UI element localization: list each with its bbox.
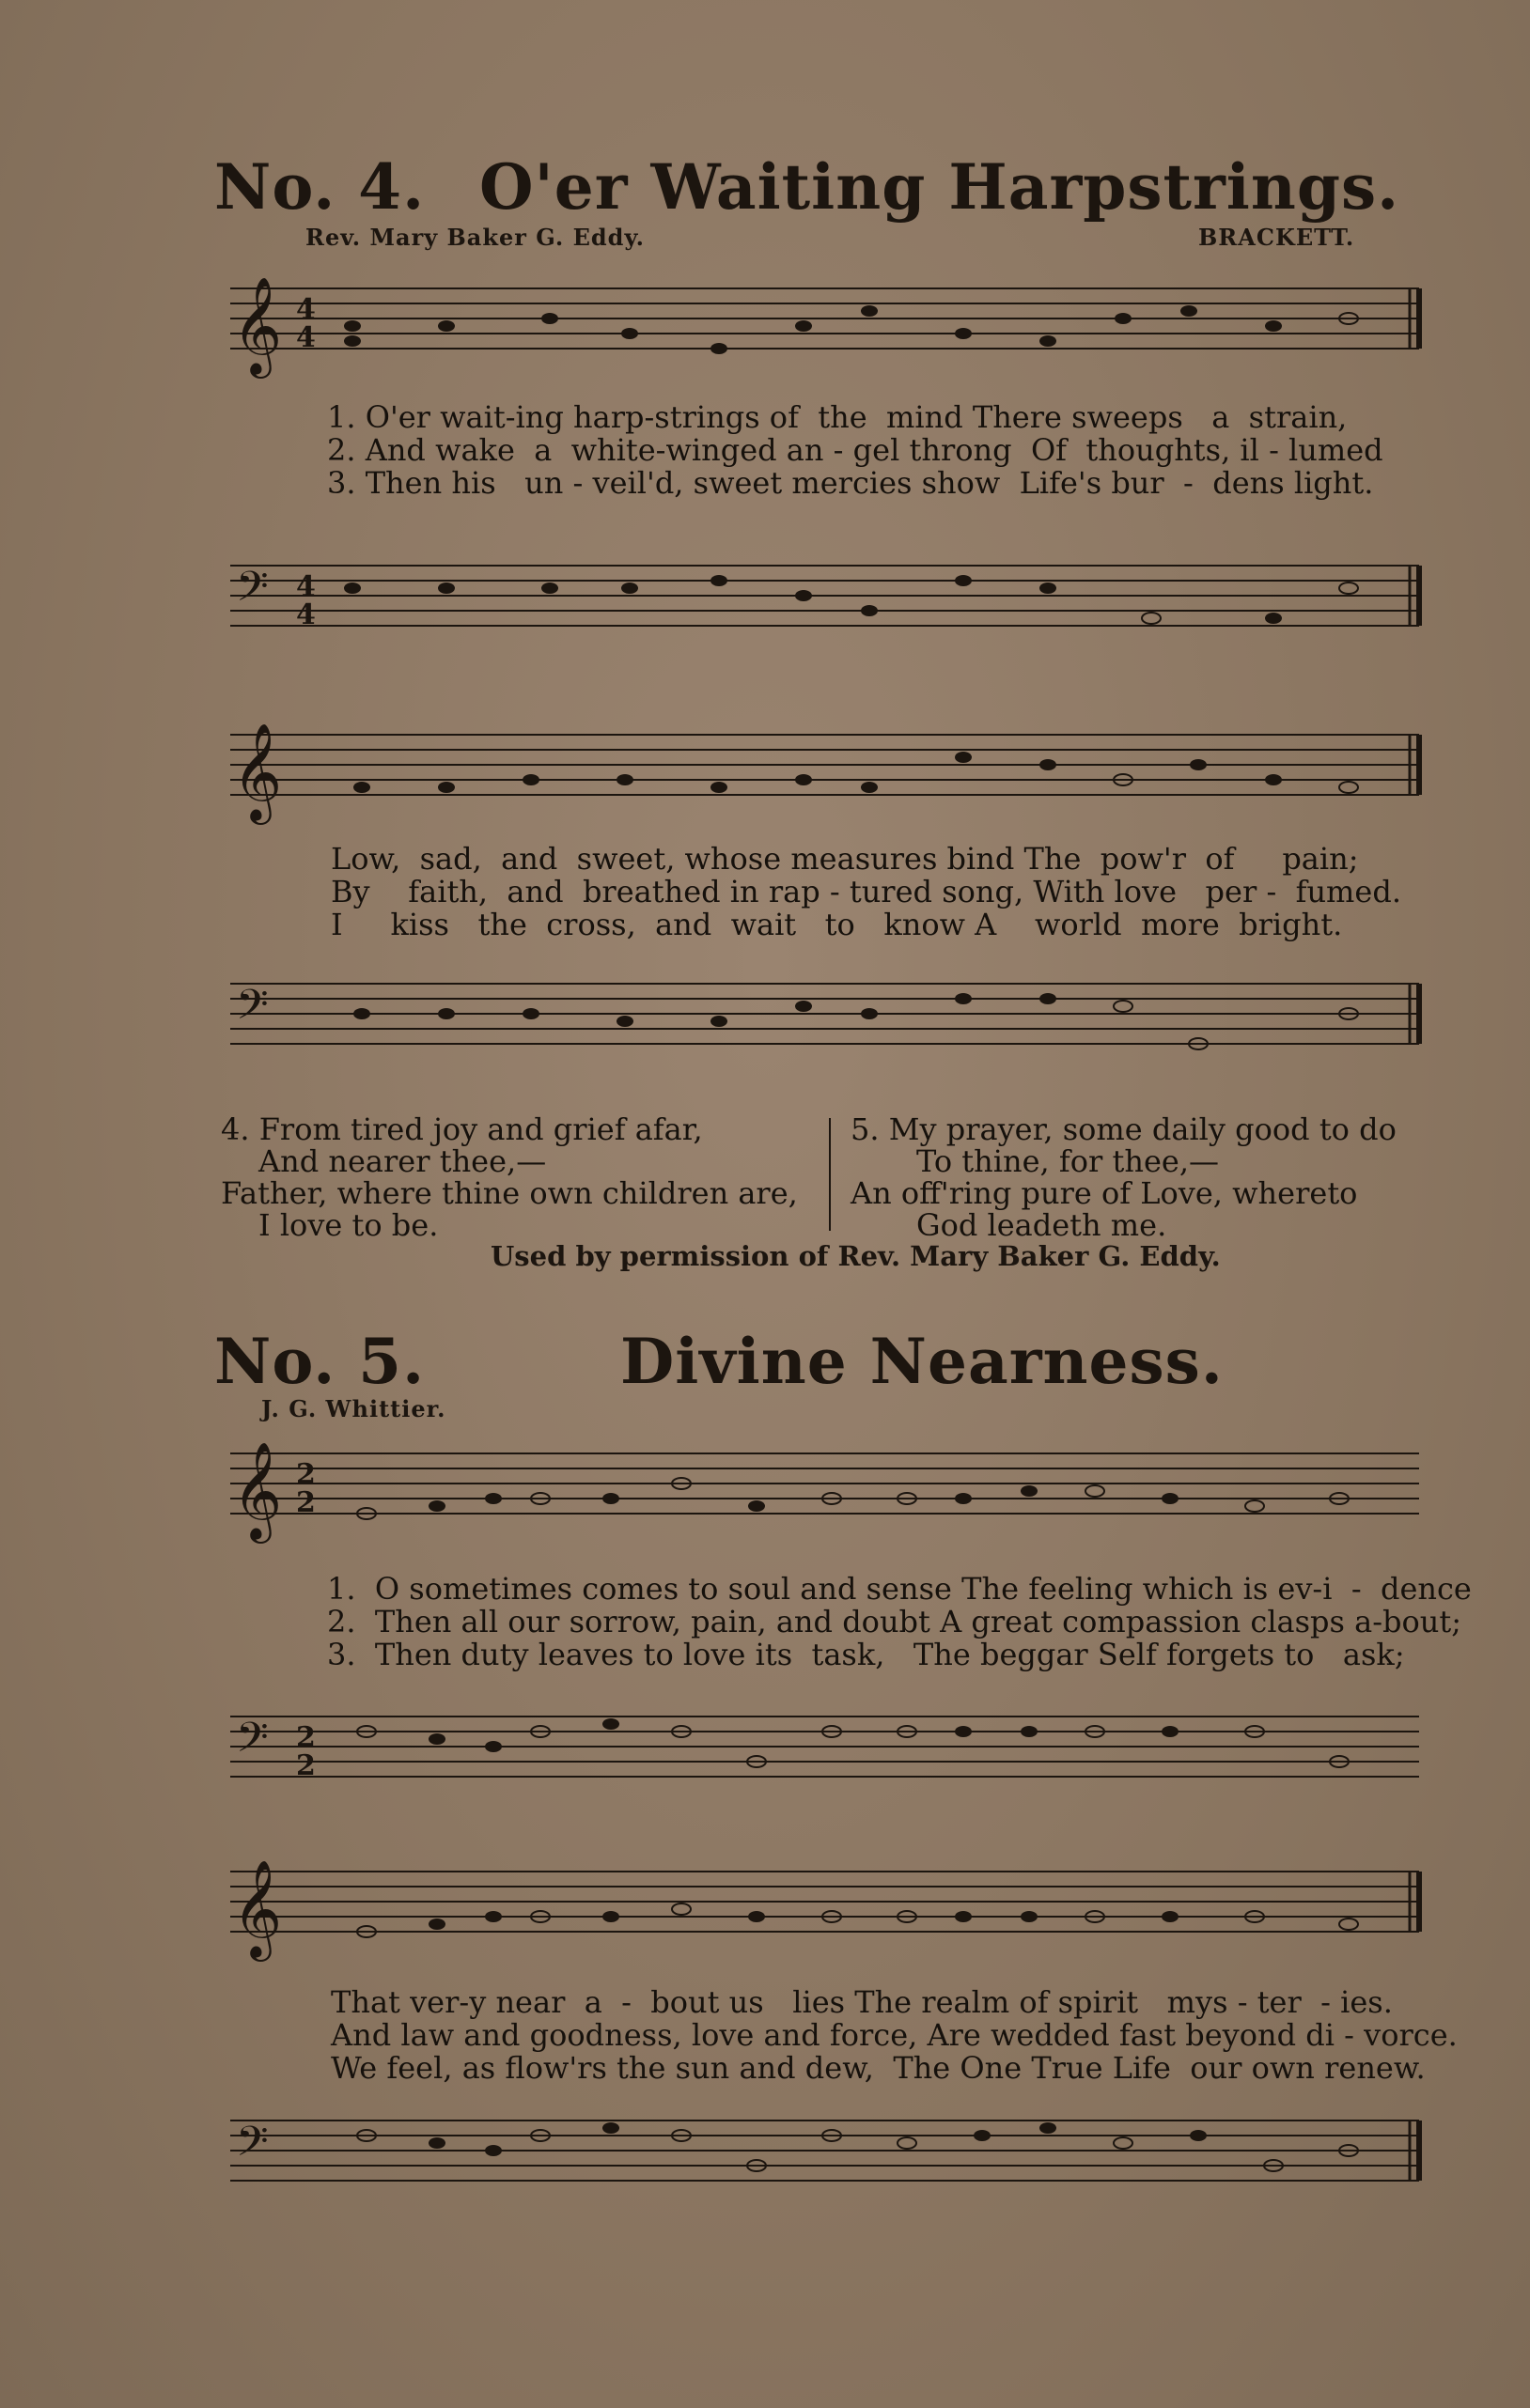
hymn-5-sys2-verse-1: That ver-y near a - bout us lies The realm of spirit mys - ter - ies. xyxy=(331,1984,1393,2020)
hymn-5-system-1-treble-staff xyxy=(230,1442,1424,1546)
verse-4-line-3: Father, where thine own children are, xyxy=(221,1175,798,1211)
verse-4-line-1: 4. From tired joy and grief afar, xyxy=(221,1111,703,1147)
svg-text:4: 4 xyxy=(296,293,316,326)
hymn-4-sys2-verse-2: By faith, and breathed in rap - tured song, With love per - fumed. xyxy=(331,874,1401,909)
hymn-5-sys1-verse-3: 3. Then duty leaves to love its task, The beggar Self forgets to ask; xyxy=(327,1637,1405,1672)
hymn-4-sys2-verse-3: I kiss the cross, and wait to know A world more bright. xyxy=(331,907,1343,942)
hymn-5-system-1-bass-staff xyxy=(230,1705,1424,1809)
hymn-4-verse-4 xyxy=(221,1113,798,1241)
hymn-4-title: O'er Waiting Harpstrings. xyxy=(479,150,1400,224)
svg-text:2: 2 xyxy=(296,1458,316,1491)
hymn-5-system-2-bass-staff xyxy=(230,2109,1424,2213)
svg-text:𝄞: 𝄞 xyxy=(232,276,283,375)
hymn-5-number: No. 5. xyxy=(214,1325,426,1398)
hymn-4-system-1-bass-staff xyxy=(230,554,1424,658)
svg-text:𝄞: 𝄞 xyxy=(232,722,283,821)
verse-4-line-2: And nearer thee,— xyxy=(258,1143,547,1179)
svg-text:𝄢: 𝄢 xyxy=(236,2117,269,2176)
svg-text:𝄢: 𝄢 xyxy=(236,980,269,1039)
svg-text:2: 2 xyxy=(296,1486,316,1519)
hymn-5-sys1-verse-2: 2. Then all our sorrow, pain, and doubt A great compassion clasps a-bout; xyxy=(327,1604,1462,1639)
verse-5-line-3: An off'ring pure of Love, whereto xyxy=(851,1175,1358,1211)
hymn-4-system-1-treble-staff xyxy=(230,277,1424,381)
svg-text:2: 2 xyxy=(296,1749,316,1782)
hymn-5-sys2-verse-2: And law and goodness, love and force, Are wedded fast beyond di - vorce. xyxy=(331,2017,1458,2053)
hymn-5-title: Divine Nearness. xyxy=(620,1325,1224,1398)
hymn-5-sys1-verse-1: 1. O sometimes comes to soul and sense The feeling which is ev-i - dence xyxy=(327,1571,1472,1607)
hymn-4-permission: Used by permission of Rev. Mary Baker G. Eddy. xyxy=(491,1240,1221,1272)
hymn-4-sys2-verse-1: Low, sad, and sweet, whose measures bind The pow'r of pain; xyxy=(331,841,1359,877)
hymn-4-sys1-verse-1: 1. O'er wait-ing harp-strings of the mind There sweeps a strain, xyxy=(327,399,1348,435)
hymn-4-system-2-bass-staff xyxy=(230,972,1424,1076)
svg-text:𝄞: 𝄞 xyxy=(232,1859,283,1958)
hymn-4-author: Rev. Mary Baker G. Eddy. xyxy=(305,224,646,251)
hymn-5-sys2-verse-3: We feel, as flow'rs the sun and dew, The One True Life our own renew. xyxy=(331,2050,1426,2086)
svg-text:4: 4 xyxy=(296,321,316,354)
svg-text:𝄢: 𝄢 xyxy=(236,562,269,621)
svg-text:𝄞: 𝄞 xyxy=(232,1441,283,1540)
verse-4-line-4: I love to be. xyxy=(258,1207,439,1243)
verse-divider xyxy=(829,1118,831,1231)
hymn-4-sys1-verse-3: 3. Then his un - veil'd, sweet mercies show Life's bur - dens light. xyxy=(327,465,1374,501)
svg-text:2: 2 xyxy=(296,1721,316,1754)
hymn-4-sys1-verse-2: 2. And wake a white-winged an - gel throng Of thoughts, il - lumed xyxy=(327,432,1383,468)
svg-text:𝄢: 𝄢 xyxy=(236,1713,269,1772)
svg-text:4: 4 xyxy=(296,570,316,603)
hymn-4-system-2-treble-staff xyxy=(230,723,1424,827)
verse-5-line-1: 5. My prayer, some daily good to do xyxy=(851,1111,1397,1147)
verse-5-line-4: God leadeth me. xyxy=(916,1207,1167,1243)
hymn-5-author: J. G. Whittier. xyxy=(261,1395,446,1422)
hymn-4-verse-5 xyxy=(851,1113,1397,1241)
verse-5-line-2: To thine, for thee,— xyxy=(916,1143,1219,1179)
hymn-5-system-2-treble-staff xyxy=(230,1860,1424,1964)
hymn-4-composer: BRACKETT. xyxy=(1198,224,1355,251)
svg-text:4: 4 xyxy=(296,598,316,631)
hymn-4-number: No. 4. xyxy=(214,150,426,224)
